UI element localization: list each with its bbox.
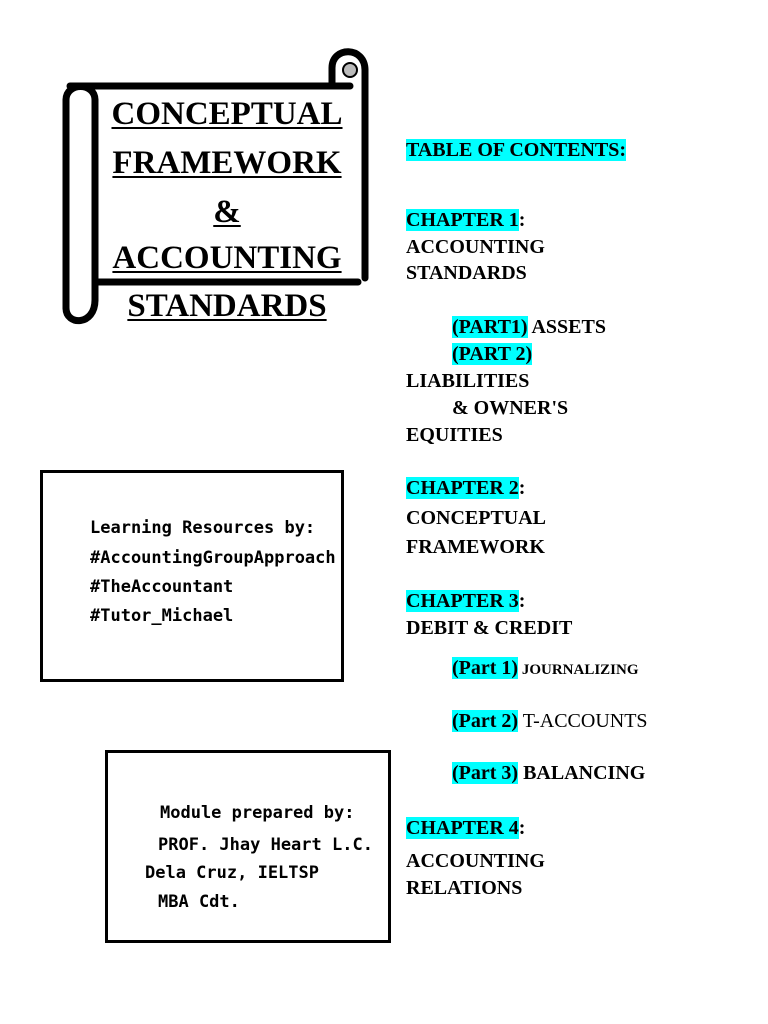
part-label: (PART 2) [452,343,533,365]
learning-resources-heading: Learning Resources by: [90,518,316,538]
chapter-4-label: CHAPTER 4 [406,817,519,839]
chapter-3-title: DEBIT & CREDIT [406,617,573,639]
chapter-2-colon: : [518,477,526,499]
part-text: BALANCING [518,762,646,784]
chapter-3-label: CHAPTER 3 [406,590,519,612]
cover-title-line-4: ACCOUNTING [112,240,342,276]
learning-resources-box [40,470,344,682]
chapter-1-title: ACCOUNTING [406,236,545,258]
chapter-3-part-3 [452,761,645,785]
learning-resource-item: #TheAccountant [90,577,234,597]
part-2-text: EQUITIES [406,424,503,446]
cover-title-line-2: FRAMEWORK [112,145,342,181]
chapter-1-title: STANDARDS [406,262,527,284]
scroll-curl-icon [343,63,357,77]
chapter-3-part-2 [452,709,648,733]
cover-title-line-3: & [213,194,241,230]
part-text: T-ACCOUNTS [518,710,648,732]
chapter-3-colon: : [518,590,526,612]
part-label: (Part 2) [452,710,519,732]
chapter-4-title: ACCOUNTING [406,850,545,872]
chapter-2-label: CHAPTER 2 [406,477,519,499]
part-label: (PART1) [452,316,528,338]
part-text: JOURNALIZING [518,662,639,678]
part-2-text: LIABILITIES [406,370,530,392]
module-prepared-heading: Module prepared by: [160,803,355,823]
part-label: (Part 3) [452,762,519,784]
author-line: Dela Cruz, IELTSP [145,863,319,883]
part-text: ASSETS [527,316,606,338]
learning-resource-item: #Tutor_Michael [90,606,234,626]
toc-heading-highlight: TABLE OF CONTENTS: [406,139,627,161]
chapter-3-part-1 [452,656,639,682]
chapter-4-colon: : [518,817,526,839]
toc-heading [406,138,626,162]
chapter-1-label: CHAPTER 1 [406,209,519,231]
cover-title-line-5: STANDARDS [127,288,327,324]
chapter-1-part-2 [452,342,532,366]
author-line: MBA Cdt. [158,892,240,912]
chapter-2-title: CONCEPTUAL [406,507,547,529]
author-line: PROF. Jhay Heart L.C. [158,835,373,855]
chapter-3-heading [406,589,525,613]
part-2-text: & OWNER'S [452,397,569,419]
chapter-4-title: RELATIONS [406,877,523,899]
chapter-1-part-1 [452,315,606,339]
part-label: (Part 1) [452,657,519,679]
chapter-2-heading [406,476,525,500]
cover-title-line-1: CONCEPTUAL [111,96,343,132]
chapter-1-colon: : [518,209,526,231]
learning-resource-item: #AccountingGroupApproach [90,548,336,568]
chapter-2-title: FRAMEWORK [406,536,545,558]
chapter-1-heading [406,208,525,232]
chapter-4-heading [406,816,525,840]
